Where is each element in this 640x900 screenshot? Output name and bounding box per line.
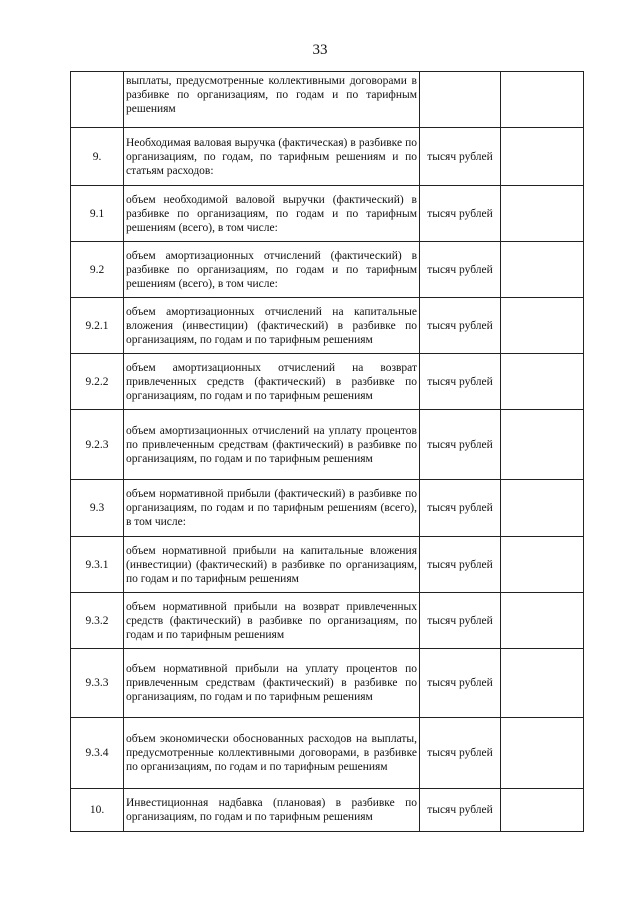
row-description: объем амортизационных отчислений на возврат привлеченных средств (фактический) в разбивке по организациям, по годам и по тарифным решениям [124,354,420,410]
row-unit [420,72,501,128]
row-description: Необходимая валовая выручка (фактическая) в разбивке по организациям, по годам, по тарифным решениям и по статьям расходов: [124,128,420,186]
row-number: 9.3.1 [71,537,124,593]
table-row [71,789,584,832]
row-unit: тысяч рублей [420,410,501,480]
row-unit: тысяч рублей [420,649,501,718]
row-unit: тысяч рублей [420,480,501,537]
table-row [71,480,584,537]
row-description: Инвестиционная надбавка (плановая) в разбивке по организациям, по годам и по тарифным решениям [124,789,420,832]
row-description: объем амортизационных отчислений на капитальные вложения (инвестиции) (фактический) в разбивке по организациям, по годам и по тарифным решениям [124,298,420,354]
table-row [71,537,584,593]
row-number: 9.1 [71,186,124,242]
table-row [71,718,584,789]
row-value [501,72,584,128]
row-unit: тысяч рублей [420,128,501,186]
row-number: 9.3.4 [71,718,124,789]
page-number: 33 [312,42,328,58]
row-unit: тысяч рублей [420,593,501,649]
row-description: объем нормативной прибыли на капитальные вложения (инвестиции) (фактический) в разбивке по организациям, по годам и по тарифным решениям [124,537,420,593]
row-number: 9.2.1 [71,298,124,354]
row-number: 9.2.3 [71,410,124,480]
row-value [501,789,584,832]
row-value [501,718,584,789]
row-description: объем нормативной прибыли на уплату процентов по привлеченным средствам (фактический) в разбивке по организациям, по годам и по тарифным решениям [124,649,420,718]
row-description: выплаты, предусмотренные коллективными договорами в разбивке по организациям, по годам и по тарифным решениям [124,72,420,128]
table-row [71,72,584,128]
table-row [71,649,584,718]
row-number: 9.2 [71,242,124,298]
row-number [71,72,124,128]
row-value [501,593,584,649]
row-description: объем амортизационных отчислений на уплату процентов по привлеченным средствам (фактический) в разбивке по организациям, по годам и по тарифным решениям [124,410,420,480]
row-number: 9.3 [71,480,124,537]
row-unit: тысяч рублей [420,354,501,410]
row-unit: тысяч рублей [420,718,501,789]
row-value [501,480,584,537]
row-unit: тысяч рублей [420,789,501,832]
row-value [501,537,584,593]
row-value [501,242,584,298]
row-number: 9.2.2 [71,354,124,410]
row-number: 10. [71,789,124,832]
table-row [71,186,584,242]
table-row [71,242,584,298]
row-description: объем амортизационных отчислений (фактический) в разбивке по организациям, по годам и по тарифным решениям (всего), в том числе: [124,242,420,298]
row-value [501,298,584,354]
row-number: 9. [71,128,124,186]
row-value [501,649,584,718]
row-number: 9.3.2 [71,593,124,649]
table-row [71,410,584,480]
row-description: объем нормативной прибыли на возврат привлеченных средств (фактический) в разбивке по организациям, по годам и по тарифным решениям [124,593,420,649]
table-row [71,298,584,354]
row-description: объем необходимой валовой выручки (фактический) в разбивке по организациям, по годам и по тарифным решениям (всего), в том числе: [124,186,420,242]
row-number: 9.3.3 [71,649,124,718]
row-value [501,410,584,480]
indicators-table [70,71,584,832]
row-value [501,128,584,186]
row-value [501,354,584,410]
row-description: объем нормативной прибыли (фактический) в разбивке по организациям, по годам и по тарифным решениям (всего), в том числе: [124,480,420,537]
table-row [71,128,584,186]
row-description: объем экономически обоснованных расходов на выплаты, предусмотренные коллективными договорами, в разбивке по организациям, по годам и по тарифным решениям [124,718,420,789]
table-row [71,593,584,649]
table-row [71,354,584,410]
row-unit: тысяч рублей [420,298,501,354]
row-unit: тысяч рублей [420,242,501,298]
row-value [501,186,584,242]
row-unit: тысяч рублей [420,537,501,593]
row-unit: тысяч рублей [420,186,501,242]
